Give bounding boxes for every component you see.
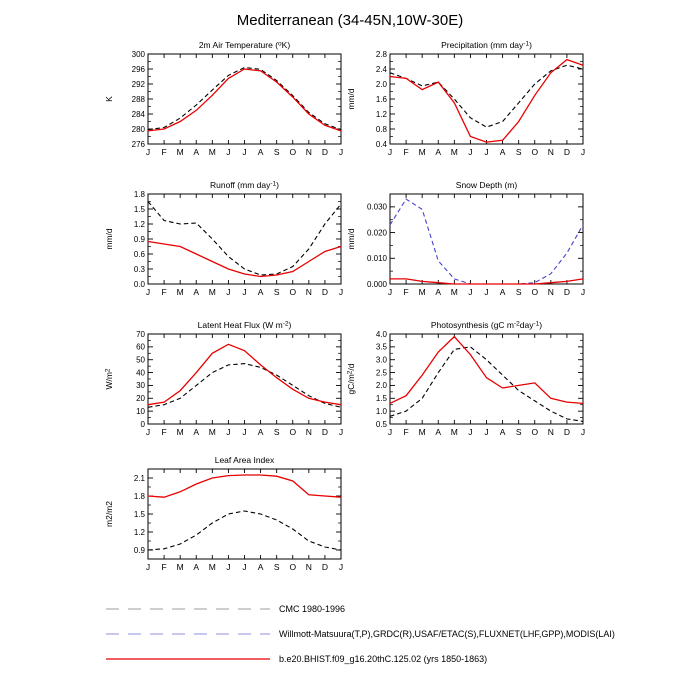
svg-text:J: J bbox=[484, 147, 489, 157]
svg-text:0.9: 0.9 bbox=[133, 234, 145, 244]
svg-text:M: M bbox=[176, 147, 184, 157]
svg-text:0.6: 0.6 bbox=[133, 249, 145, 259]
svg-text:N: N bbox=[305, 147, 312, 157]
svg-text:J: J bbox=[242, 427, 247, 437]
svg-text:0.3: 0.3 bbox=[133, 264, 145, 274]
svg-text:O: O bbox=[289, 427, 297, 437]
svg-text:0.000: 0.000 bbox=[366, 279, 387, 289]
chart-photosynthesis bbox=[342, 320, 592, 444]
svg-text:A: A bbox=[257, 427, 264, 437]
svg-text:J: J bbox=[145, 427, 151, 437]
svg-text:O: O bbox=[289, 562, 297, 572]
svg-text:Precipitation (mm day-1): Precipitation (mm day$^{-1}$) bbox=[441, 40, 532, 50]
svg-text:D: D bbox=[563, 287, 570, 297]
svg-text:60: 60 bbox=[136, 342, 145, 352]
svg-text:A: A bbox=[435, 147, 442, 157]
svg-text:0: 0 bbox=[140, 419, 145, 429]
svg-text:280: 280 bbox=[131, 124, 145, 134]
svg-text:284: 284 bbox=[131, 109, 145, 119]
svg-text:1.5: 1.5 bbox=[133, 509, 145, 519]
svg-text:3.0: 3.0 bbox=[375, 355, 387, 365]
svg-text:Runoff (mm day-1): Runoff (mm day$^{-1}$) bbox=[210, 180, 279, 190]
svg-text:A: A bbox=[257, 287, 264, 297]
svg-text:0.9: 0.9 bbox=[133, 545, 145, 555]
svg-text:J: J bbox=[226, 427, 231, 437]
svg-text:A: A bbox=[499, 427, 506, 437]
svg-text:D: D bbox=[321, 287, 328, 297]
svg-text:A: A bbox=[499, 147, 506, 157]
svg-text:F: F bbox=[403, 147, 409, 157]
svg-text:1.2: 1.2 bbox=[133, 219, 145, 229]
chart-latent-heat-flux bbox=[100, 320, 350, 444]
legend-dashed-line-blue bbox=[104, 631, 272, 637]
svg-text:0.030: 0.030 bbox=[366, 202, 387, 212]
svg-text:4.0: 4.0 bbox=[375, 329, 387, 339]
svg-text:A: A bbox=[193, 562, 200, 572]
svg-text:M: M bbox=[418, 147, 426, 157]
svg-text:300: 300 bbox=[131, 49, 145, 59]
svg-text:F: F bbox=[161, 287, 167, 297]
svg-text:D: D bbox=[321, 562, 328, 572]
svg-text:292: 292 bbox=[131, 79, 145, 89]
svg-text:1.8: 1.8 bbox=[133, 491, 145, 501]
svg-text:D: D bbox=[563, 147, 570, 157]
svg-text:2.5: 2.5 bbox=[375, 368, 387, 378]
svg-text:J: J bbox=[145, 562, 151, 572]
svg-text:M: M bbox=[208, 287, 216, 297]
svg-text:Latent Heat Flux (W m-2): Latent Heat Flux (W $m^{-2}$) bbox=[197, 320, 292, 330]
svg-text:1.2: 1.2 bbox=[133, 527, 145, 537]
svg-text:70: 70 bbox=[136, 329, 145, 339]
svg-text:2.1: 2.1 bbox=[133, 473, 145, 483]
svg-text:Snow Depth (m): Snow Depth (m) bbox=[455, 180, 518, 190]
svg-text:2m Air Temperature (oK): 2m Air Temperature ($^o$K) bbox=[198, 40, 291, 50]
svg-text:F: F bbox=[161, 427, 167, 437]
svg-text:O: O bbox=[289, 147, 297, 157]
svg-text:N: N bbox=[305, 562, 312, 572]
chart-leaf-area-index bbox=[100, 455, 350, 579]
legend bbox=[104, 596, 615, 671]
svg-text:K: K bbox=[104, 96, 114, 102]
svg-text:J: J bbox=[580, 147, 586, 157]
svg-text:0.4: 0.4 bbox=[375, 139, 387, 149]
svg-text:O: O bbox=[531, 287, 539, 297]
svg-text:J: J bbox=[387, 427, 393, 437]
svg-text:1.6: 1.6 bbox=[375, 94, 387, 104]
svg-text:288: 288 bbox=[131, 94, 145, 104]
svg-text:S: S bbox=[515, 427, 522, 437]
svg-text:N: N bbox=[547, 427, 554, 437]
svg-text:M: M bbox=[450, 287, 458, 297]
svg-text:50: 50 bbox=[136, 355, 145, 365]
svg-text:0.010: 0.010 bbox=[366, 254, 387, 264]
svg-text:1.8: 1.8 bbox=[133, 189, 145, 199]
svg-text:O: O bbox=[531, 147, 539, 157]
svg-text:J: J bbox=[338, 427, 344, 437]
svg-text:M: M bbox=[208, 147, 216, 157]
svg-text:S: S bbox=[273, 427, 280, 437]
svg-text:0.5: 0.5 bbox=[375, 419, 387, 429]
svg-text:M: M bbox=[176, 287, 184, 297]
svg-text:0.8: 0.8 bbox=[375, 124, 387, 134]
svg-text:J: J bbox=[145, 287, 151, 297]
chart-precipitation bbox=[342, 40, 592, 164]
svg-text:J: J bbox=[468, 287, 473, 297]
svg-text:10: 10 bbox=[136, 406, 145, 416]
svg-text:A: A bbox=[193, 427, 200, 437]
svg-text:O: O bbox=[531, 427, 539, 437]
svg-text:F: F bbox=[161, 147, 167, 157]
legend-dashed-line-gray bbox=[104, 606, 272, 612]
svg-text:2.8: 2.8 bbox=[375, 49, 387, 59]
svg-text:A: A bbox=[257, 147, 264, 157]
svg-text:S: S bbox=[273, 147, 280, 157]
svg-text:A: A bbox=[435, 427, 442, 437]
svg-text:J: J bbox=[226, 147, 231, 157]
legend-label: Willmott-Matsuura(T,P),GRDC(R),USAF/ETAC(S),FLUXNET(LHF,GPP),MODIS(LAI) bbox=[279, 628, 615, 639]
svg-text:J: J bbox=[387, 287, 393, 297]
svg-text:gC/m2/d: $gC/m^2/d$ bbox=[346, 363, 356, 395]
svg-text:m2/m2: m2/m2 bbox=[104, 501, 114, 527]
svg-text:M: M bbox=[208, 427, 216, 437]
svg-text:S: S bbox=[515, 287, 522, 297]
svg-text:J: J bbox=[387, 147, 393, 157]
svg-text:J: J bbox=[580, 427, 586, 437]
svg-text:J: J bbox=[468, 427, 473, 437]
chart-runoff bbox=[100, 180, 350, 304]
svg-text:A: A bbox=[435, 287, 442, 297]
svg-text:J: J bbox=[242, 147, 247, 157]
svg-text:30: 30 bbox=[136, 381, 145, 391]
svg-text:2.0: 2.0 bbox=[375, 381, 387, 391]
svg-text:1.5: 1.5 bbox=[133, 204, 145, 214]
svg-text:mm/d: mm/d bbox=[104, 228, 114, 250]
svg-text:F: F bbox=[161, 562, 167, 572]
svg-text:M: M bbox=[176, 427, 184, 437]
svg-text:F: F bbox=[403, 287, 409, 297]
svg-text:S: S bbox=[273, 287, 280, 297]
svg-text:J: J bbox=[580, 287, 586, 297]
svg-text:A: A bbox=[193, 287, 200, 297]
svg-text:J: J bbox=[338, 287, 344, 297]
svg-text:S: S bbox=[515, 147, 522, 157]
svg-text:276: 276 bbox=[131, 139, 145, 149]
svg-text:D: D bbox=[563, 427, 570, 437]
svg-text:1.0: 1.0 bbox=[375, 406, 387, 416]
svg-text:D: D bbox=[321, 427, 328, 437]
svg-text:J: J bbox=[484, 287, 489, 297]
svg-text:S: S bbox=[273, 562, 280, 572]
svg-text:W/m2: $W/m^2$ bbox=[104, 368, 114, 390]
svg-text:J: J bbox=[484, 427, 489, 437]
svg-text:3.5: 3.5 bbox=[375, 342, 387, 352]
svg-text:mm/d: mm/d bbox=[346, 228, 356, 250]
svg-text:296: 296 bbox=[131, 64, 145, 74]
svg-text:J: J bbox=[338, 562, 344, 572]
svg-text:J: J bbox=[226, 287, 231, 297]
svg-text:M: M bbox=[450, 427, 458, 437]
svg-text:M: M bbox=[418, 287, 426, 297]
svg-text:A: A bbox=[499, 287, 506, 297]
svg-text:M: M bbox=[208, 562, 216, 572]
svg-text:1.5: 1.5 bbox=[375, 394, 387, 404]
legend-item-cmc bbox=[104, 596, 615, 621]
svg-text:0.0: 0.0 bbox=[133, 279, 145, 289]
svg-text:D: D bbox=[321, 147, 328, 157]
svg-text:Photosynthesis (gC m-2day-1): Photosynthesis (gC $m^{-2}day^{-1}$) bbox=[430, 320, 543, 330]
legend-item-obs-products bbox=[104, 621, 615, 646]
chart-2m-air-temperature bbox=[100, 40, 350, 164]
svg-text:0.020: 0.020 bbox=[366, 228, 387, 238]
svg-text:2.0: 2.0 bbox=[375, 79, 387, 89]
svg-text:J: J bbox=[145, 147, 151, 157]
svg-text:N: N bbox=[547, 287, 554, 297]
svg-text:J: J bbox=[338, 147, 344, 157]
chart-snow-depth bbox=[342, 180, 592, 304]
legend-label: b.e20.BHIST.f09_g16.20thC.125.02 (yrs 1850-1863) bbox=[279, 653, 488, 664]
svg-text:J: J bbox=[226, 562, 231, 572]
svg-text:N: N bbox=[305, 427, 312, 437]
svg-text:Leaf Area Index: Leaf Area Index bbox=[214, 455, 275, 465]
page-title: Mediterranean (34-45N,10W-30E) bbox=[236, 12, 464, 29]
legend-item-model-run bbox=[104, 646, 615, 671]
svg-text:M: M bbox=[176, 562, 184, 572]
legend-label: CMC 1980-1996 bbox=[279, 603, 346, 614]
svg-text:A: A bbox=[257, 562, 264, 572]
svg-text:M: M bbox=[450, 147, 458, 157]
svg-text:2.4: 2.4 bbox=[375, 64, 387, 74]
svg-text:O: O bbox=[289, 287, 297, 297]
svg-text:mm/d: mm/d bbox=[346, 88, 356, 110]
legend-solid-line-red bbox=[104, 656, 272, 662]
svg-text:J: J bbox=[242, 562, 247, 572]
svg-text:1.2: 1.2 bbox=[375, 109, 387, 119]
svg-text:40: 40 bbox=[136, 368, 145, 378]
svg-text:M: M bbox=[418, 427, 426, 437]
svg-text:A: A bbox=[193, 147, 200, 157]
svg-text:J: J bbox=[242, 287, 247, 297]
svg-text:J: J bbox=[468, 147, 473, 157]
svg-text:F: F bbox=[403, 427, 409, 437]
svg-text:N: N bbox=[547, 147, 554, 157]
svg-text:N: N bbox=[305, 287, 312, 297]
svg-text:20: 20 bbox=[136, 394, 145, 404]
